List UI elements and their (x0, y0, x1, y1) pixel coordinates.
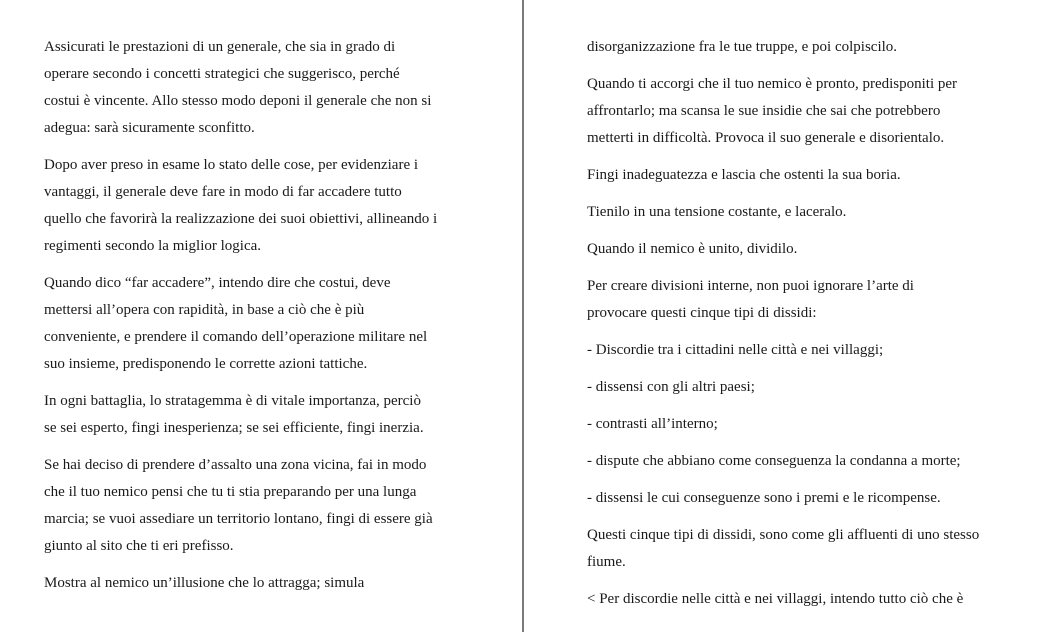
text-line: - contrasti all’interno; (587, 416, 718, 432)
text-line: quello che favorirà la realizzazione dei suoi obiettivi, allineando i (44, 211, 438, 227)
text-line: giunto al sito che ti eri prefisso. (44, 538, 234, 554)
paragraph (587, 236, 1007, 263)
text-line: Quando il nemico è unito, dividilo. (587, 241, 798, 257)
paragraph (587, 448, 1007, 475)
text-line: - dispute che abbiano come conseguenza la condanna a morte; (587, 453, 961, 469)
paragraph (587, 273, 1007, 327)
text-line: adegua: sarà sicuramente sconfitto. (44, 120, 255, 136)
text-line: mettersi all’opera con rapidità, in base a ciò che è più (44, 302, 365, 318)
text-line: affrontarlo; ma scansa le sue insidie che sai che potrebbero (587, 103, 941, 119)
paragraph (587, 162, 1007, 189)
text-line: provocare questi cinque tipi di dissidi: (587, 305, 817, 321)
paragraph (587, 485, 1007, 512)
text-line: - dissensi con gli altri paesi; (587, 379, 755, 395)
paragraph (587, 586, 1007, 613)
paragraph (44, 152, 464, 260)
paragraph (44, 388, 464, 442)
paragraph (44, 34, 464, 142)
paragraph (44, 570, 464, 597)
text-line: Questi cinque tipi di dissidi, sono come gli affluenti di uno stesso (587, 527, 980, 543)
paragraph (587, 71, 1007, 152)
text-line: Dopo aver preso in esame lo stato delle cose, per evidenziare i (44, 157, 419, 173)
text-line: Per creare divisioni interne, non puoi ignorare l’arte di (587, 278, 914, 294)
text-line: disorganizzazione fra le tue truppe, e poi colpiscilo. (587, 39, 898, 55)
paragraph (587, 337, 1007, 364)
paragraph (44, 270, 464, 378)
text-line: Assicurati le prestazioni di un generale, che sia in grado di (44, 39, 396, 55)
text-line: < Per discordie nelle città e nei villaggi, intendo tutto ciò che è (587, 591, 964, 607)
text-line: metterti in difficoltà. Provoca il suo generale e disorientalo. (587, 130, 945, 146)
text-line: Fingi inadeguatezza e lascia che ostenti la sua boria. (587, 167, 901, 183)
text-line: Tienilo in una tensione costante, e laceralo. (587, 204, 847, 220)
text-line: conveniente, e prendere il comando dell’operazione militare nel (44, 329, 428, 345)
text-line: costui è vincente. Allo stesso modo deponi il generale che non si (44, 93, 432, 109)
text-line: Se hai deciso di prendere d’assalto una zona vicina, fai in modo (44, 457, 427, 473)
text-line: Quando ti accorgi che il tuo nemico è pronto, predisponiti per (587, 76, 958, 92)
text-line: che il tuo nemico pensi che tu ti stia preparando per una lunga (44, 484, 417, 500)
text-line: fiume. (587, 554, 626, 570)
text-line: Quando dico “far accadere”, intendo dire che costui, deve (44, 275, 391, 291)
text-line: In ogni battaglia, lo stratagemma è di vitale importanza, perciò (44, 393, 421, 409)
text-line: se sei esperto, fingi inesperienza; se sei efficiente, fingi inerzia. (44, 420, 424, 436)
paragraph (44, 452, 464, 560)
text-line: suo insieme, predisponendo le corrette azioni tattiche. (44, 356, 368, 372)
right-page (524, 0, 1040, 632)
text-line: regimenti secondo la miglior logica. (44, 238, 262, 254)
paragraph (587, 522, 1007, 576)
text-line: vantaggi, il generale deve fare in modo di far accadere tutto (44, 184, 402, 200)
paragraph (587, 199, 1007, 226)
text-line: marcia; se vuoi assediare un territorio lontano, fingi di essere già (44, 511, 433, 527)
right-text-column (587, 34, 1007, 623)
paragraph (587, 374, 1007, 401)
text-line: Mostra al nemico un’illusione che lo attragga; simula (44, 575, 365, 591)
text-line: operare secondo i concetti strategici che suggerisco, perché (44, 66, 400, 82)
paragraph (587, 34, 1007, 61)
text-line: - dissensi le cui conseguenze sono i premi e le ricompense. (587, 490, 941, 506)
text-line: - Discordie tra i cittadini nelle città e nei villaggi; (587, 342, 884, 358)
paragraph (587, 411, 1007, 438)
left-text-column (44, 34, 464, 607)
